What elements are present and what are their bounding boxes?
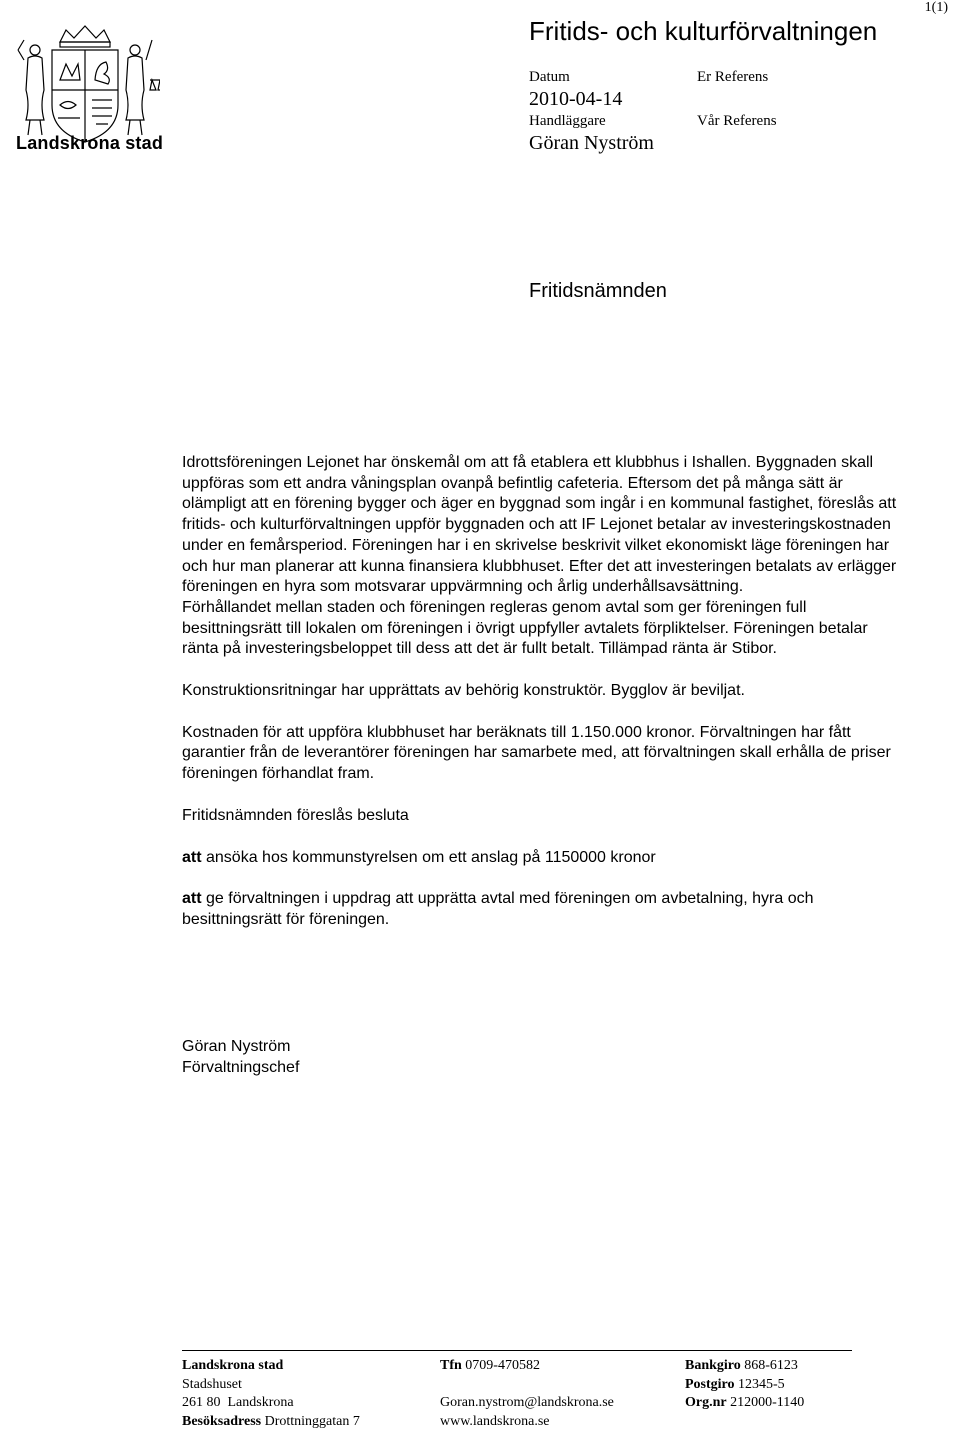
footer-email-link[interactable]: Goran.nystrom@landskrona.se	[440, 1395, 614, 1410]
footer-postgiro: 12345-5	[734, 1376, 785, 1392]
att-keyword: att	[182, 890, 202, 908]
proposal-item-2	[182, 889, 902, 930]
att-keyword: att	[182, 848, 202, 866]
footer-visit-address: Drottninggatan 7	[261, 1413, 360, 1429]
paragraph-cost: Kostnaden för att uppföra klubbhuset har beräknats till 1.150.000 kronor. Förvaltningen har fått garantier från de leverantörer föreningen har samarbete med, att förvaltningen skall erhålla de priser föreningen förhandlat fram.	[182, 723, 891, 783]
footer-phone-label: Tfn	[440, 1358, 462, 1373]
footer-address-column	[182, 1357, 360, 1431]
proposal-item-1	[182, 848, 902, 869]
footer-orgnr-label: Org.nr	[685, 1395, 727, 1410]
footer-bank-column	[685, 1357, 804, 1413]
logo-text: Landskrona stad	[16, 133, 164, 153]
our-reference-label: Vår Referens	[697, 113, 777, 129]
proposal-text-1: ansöka hos kommunstyrelsen om ett anslag på 1150000 kronor	[201, 848, 656, 866]
footer-postal: 261 80 Landskrona	[182, 1395, 294, 1410]
footer-visit-label: Besöksadress	[182, 1413, 262, 1429]
signatory-name: Göran Nyström	[182, 1038, 291, 1055]
paragraph-agreement: Förhållandet mellan staden och föreningen regleras genom avtal som ger föreningen full besittningsrätt till lokalen om föreningen i övrigt uppfyller avtalets förpliktelser. Föreningen betalar ränta på investeringsbeloppet till dess att det är fullt betalt. Tillämpad ränta är Stibor.	[182, 598, 868, 658]
footer-bankgiro-label: Bankgiro	[685, 1358, 741, 1373]
letter-body	[182, 453, 902, 931]
footer-divider	[182, 1350, 852, 1351]
footer-orgnr: 212000-1140	[726, 1395, 805, 1410]
page-number: 1(1)	[924, 0, 948, 15]
handler-value: Göran Nyström	[529, 132, 654, 154]
department-title: Fritids- och kulturförvaltningen	[529, 16, 878, 46]
footer-postgiro-label: Postgiro	[685, 1376, 735, 1392]
footer-bankgiro: 868-6123	[740, 1358, 798, 1373]
proposal-intro: Fritidsnämnden föreslås besluta	[182, 806, 409, 824]
signatory-title: Förvaltningschef	[182, 1059, 300, 1076]
date-label: Datum	[529, 69, 570, 85]
paragraph-permits: Konstruktionsritningar har upprättats av behörig konstruktör. Bygglov är beviljat.	[182, 682, 745, 700]
paragraph-background: Idrottsföreningen Lejonet har önskemål om att få etablera ett klubbhus i Ishallen. Byggnaden skall uppföras som ett andra våningsplan ovanpå befintlig cafeteria. Eftersom det på många sätt är olämpligt att en förening bygger och äger en byggnad som ingår i en kommunal fastighet, föreslås att fritids- och kulturförvaltningen uppför byggnaden och att IF Lejonet betalar av investeringskostnaden under en femårsperiod. Föreningen har i en skrivelse beskrivit vilket ekonomiskt läge föreningen har och hur man planerar att kunna finansiera klubbhuset. Efter det att investeringen betalats av erlägger föreningen en hyra som motsvarar uppvärmning och årlig underhållsavsättning.	[182, 454, 897, 596]
your-reference-label: Er Referens	[697, 69, 769, 85]
footer-building: Stadshuset	[182, 1376, 242, 1392]
footer-contact-column	[440, 1357, 614, 1431]
footer-phone: 0709-470582	[461, 1358, 540, 1373]
footer-org-name: Landskrona stad	[182, 1358, 284, 1373]
signature-block	[182, 1036, 299, 1078]
recipient: Fritidsnämnden	[529, 280, 667, 302]
footer-web-link[interactable]: www.landskrona.se	[440, 1413, 550, 1429]
proposal-text-2: ge förvaltningen i uppdrag att upprätta avtal med föreningen om avbetalning, hyra och besittningsrätt för föreningen.	[182, 890, 814, 928]
handler-label: Handläggare	[529, 113, 606, 129]
date-value: 2010-04-14	[529, 88, 623, 110]
